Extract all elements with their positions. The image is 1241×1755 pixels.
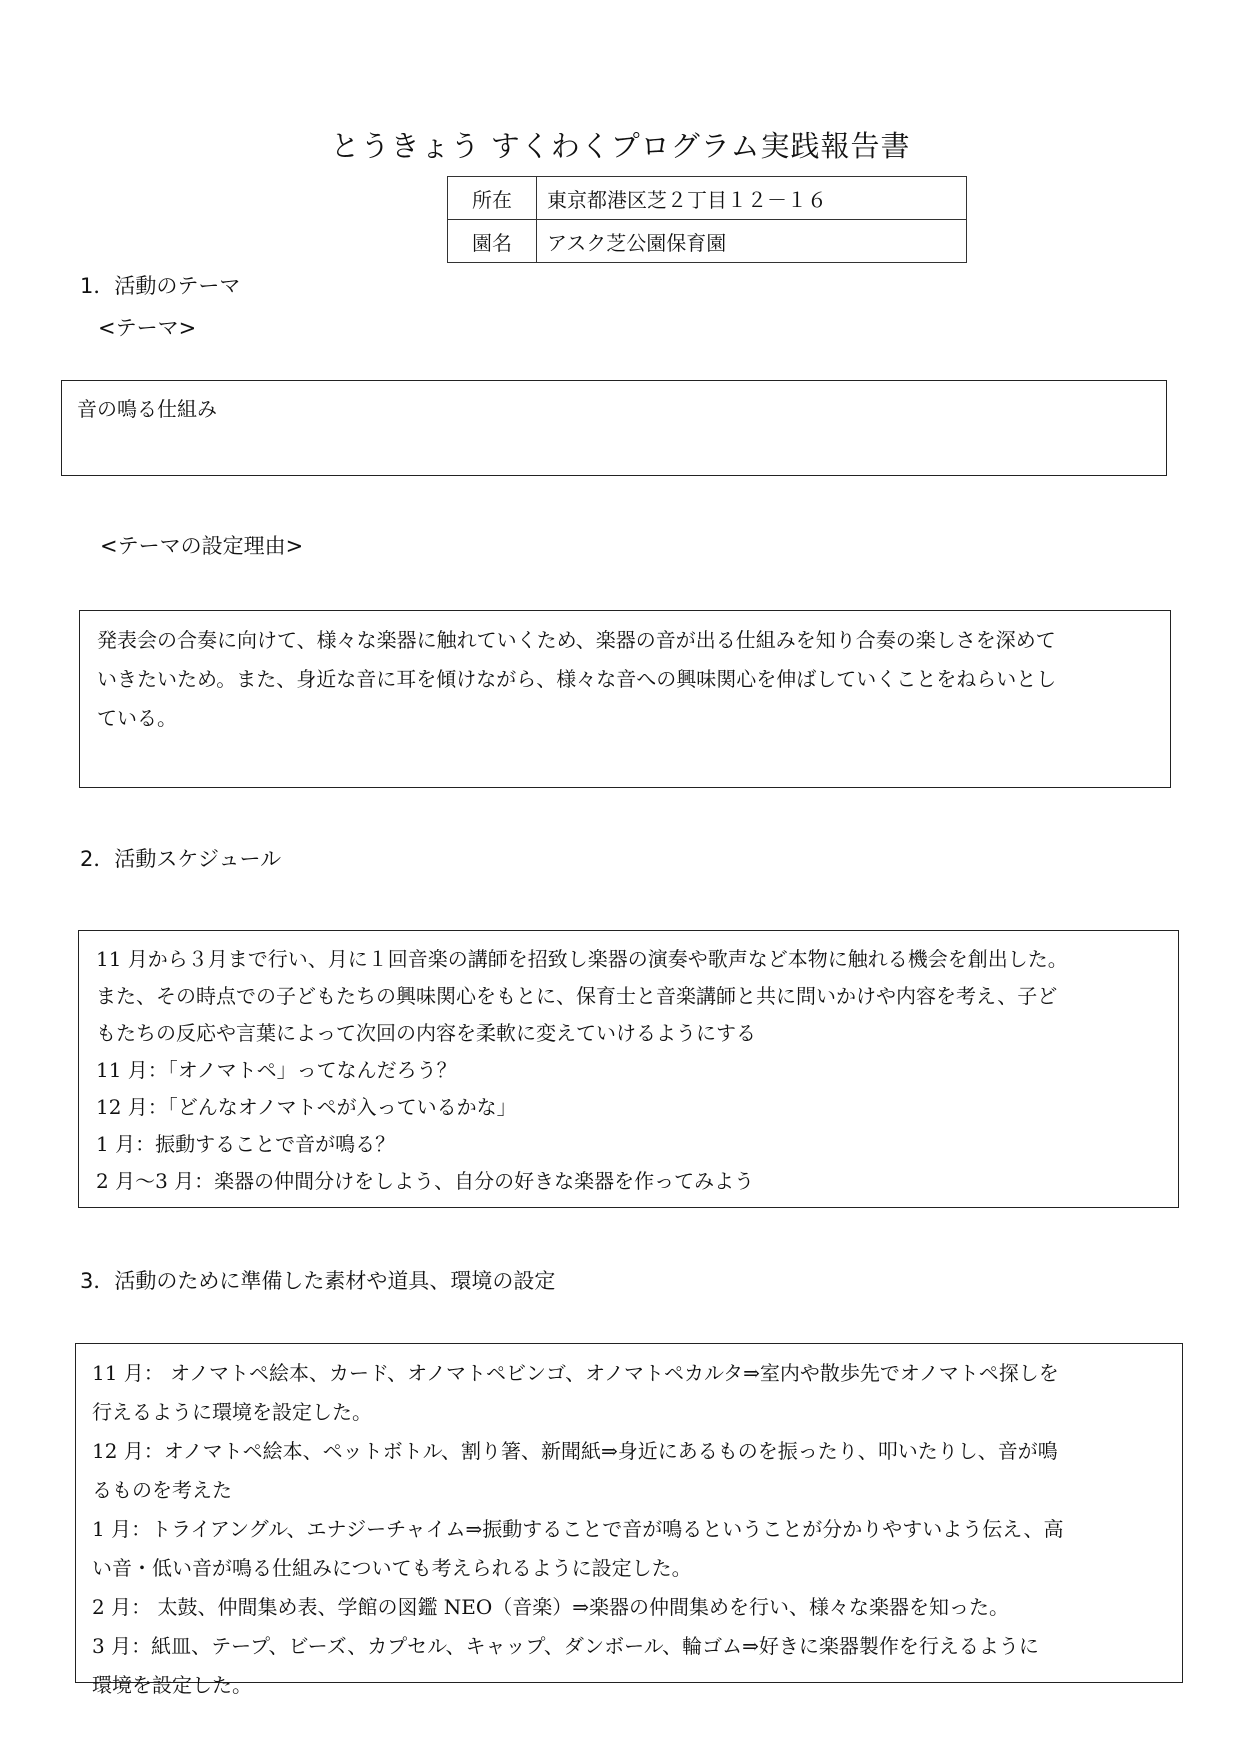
location-label: 所在 xyxy=(448,177,537,220)
schedule-line: また、その時点での子どもたちの興味関心をもとに、保育士と音楽講師と共に問いかけや内容を考え、子ど xyxy=(96,984,1058,1008)
materials-line: い音・低い音が鳴る仕組みについても考えられるように設定した。 xyxy=(92,1556,692,1580)
reason-line: ている。 xyxy=(97,706,177,730)
theme-text: 音の鳴る仕組み xyxy=(77,397,217,421)
info-row-name xyxy=(448,220,967,263)
schedule-line: もたちの反応や言葉によって次回の内容を柔軟に変えていけるようにする xyxy=(96,1021,756,1045)
materials-line: 11 月： オノマトペ絵本、カード、オノマトペビンゴ、オノマトペカルタ⇒室内や散歩先でオノマトペ探しを xyxy=(92,1361,1059,1385)
materials-box xyxy=(75,1343,1183,1697)
reason-label: <テーマの設定理由> xyxy=(100,534,304,558)
schedule-line: 1 月：振動することで音が鳴る？ xyxy=(96,1132,396,1156)
materials-line: 1 月：トライアングル、エナジーチャイム⇒振動することで音が鳴るということが分かりやすいよう伝え、高 xyxy=(92,1517,1064,1541)
materials-line: 行えるように環境を設定した。 xyxy=(92,1400,372,1424)
materials-line: 環境を設定した。 xyxy=(92,1673,252,1697)
section2-heading: 2．活動スケジュール xyxy=(80,847,282,871)
info-table xyxy=(447,176,967,263)
section1-heading: 1．活動のテーマ xyxy=(80,274,241,298)
materials-line: 12 月：オノマトペ絵本、ペットボトル、割り箸、新聞紙⇒身近にあるものを振ったり、叩いたりし、音が鳴 xyxy=(92,1439,1058,1463)
schedule-line: 11 月から３月まで行い、月に１回音楽の講師を招致し楽器の演奏や歌声など本物に触れる機会を創出した。 xyxy=(96,947,1068,971)
name-value: アスク芝公園保育園 xyxy=(537,220,967,263)
schedule-line: 11 月：「オノマトペ」ってなんだろう？ xyxy=(96,1058,457,1082)
info-row-location xyxy=(448,177,967,220)
section3-heading: 3．活動のために準備した素材や道具、環境の設定 xyxy=(80,1269,556,1293)
reason-line: いきたいため。また、身近な音に耳を傾けながら、様々な音への興味関心を伸ばしていくことをねらいとし xyxy=(97,667,1057,691)
reason-line: 発表会の合奏に向けて、様々な楽器に触れていくため、楽器の音が出る仕組みを知り合奏の楽しさを深めて xyxy=(97,628,1056,652)
materials-line: 2 月： 太鼓、仲間集め表、学館の図鑑 NEO（音楽）⇒楽器の仲間集めを行い、様々な楽器を知った。 xyxy=(92,1595,1010,1619)
reason-box xyxy=(79,610,1171,788)
name-label: 園名 xyxy=(448,220,537,263)
schedule-line: 12 月：「どんなオノマトペが入っているかな」 xyxy=(96,1095,517,1119)
materials-line: るものを考えた xyxy=(92,1478,232,1502)
document-title: とうきょう すくわくプログラム実践報告書 xyxy=(330,129,911,163)
schedule-line: 2 月～3 月：楽器の仲間分けをしよう、自分の好きな楽器を作ってみよう xyxy=(96,1169,755,1193)
schedule-box xyxy=(78,930,1179,1208)
theme-label: <テーマ> xyxy=(98,316,197,340)
materials-line: 3 月：紙皿、テープ、ビーズ、カプセル、キャップ、ダンボール、輪ゴム⇒好きに楽器製作を行えるように xyxy=(92,1634,1039,1658)
theme-box xyxy=(61,380,1167,476)
location-value: 東京都港区芝２丁目１２－１６ xyxy=(537,177,967,220)
